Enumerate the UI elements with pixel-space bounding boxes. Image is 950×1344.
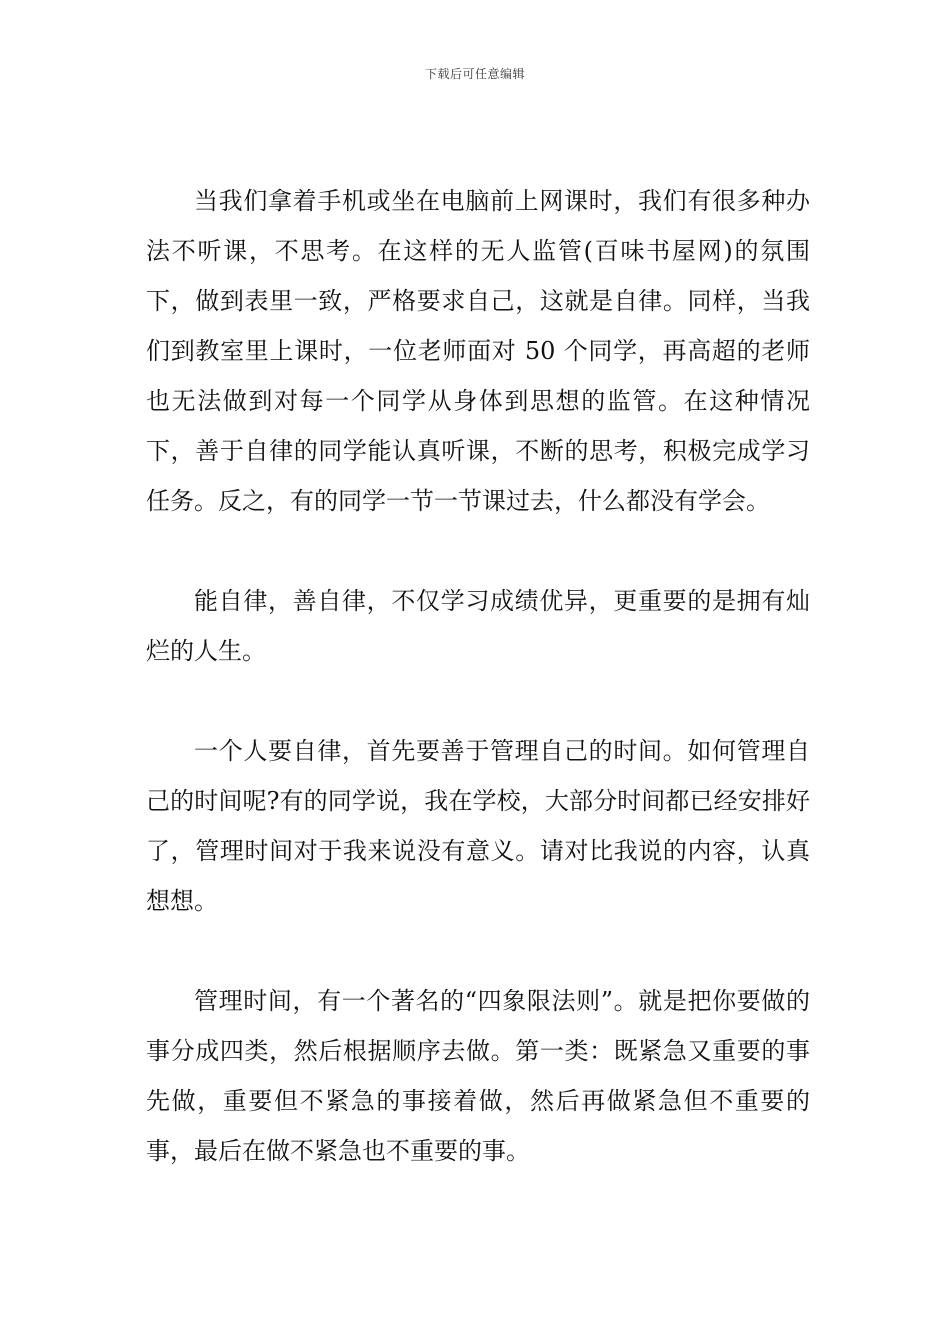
paragraph-spacer [146, 676, 810, 726]
paragraph-time-management-intro: 一个人要自律，首先要善于管理自己的时间。如何管理自己的时间呢?有的同学说，我在学校，大部分时间都已经安排好了，管理时间对于我来说没有意义。请对比我说的内容，认真想想。 [146, 737, 810, 915]
paragraph-spacer [146, 926, 810, 976]
page-header-note: 下载后可任意编辑 [424, 67, 525, 81]
paragraph-benefits-of-self-discipline: 能自律，善自律，不仅学习成绩优异，更重要的是拥有灿烂的人生。 [146, 587, 810, 665]
paragraph-spacer [146, 526, 810, 576]
paragraph-four-quadrant-rule: 管理时间，有一个著名的“四象限法则”。就是把你要做的事分成四类，然后根据顺序去做。第一类：既紧急又重要的事先做，重要但不紧急的事接着做，然后再做紧急但不重要的事，最后在做不紧急也不重要的事。 [146, 987, 810, 1165]
paragraph-self-discipline-online-class: 当我们拿着手机或坐在电脑前上网课时，我们有很多种办法不听课，不思考。在这样的无人监管(百味书屋网)的氛围下，做到表里一致，严格要求自己，这就是自律。同样，当我们到教室里上课时，一位老师面对 50 个同学，再高超的老师也无法做到对每一个同学从身体到思想的监管。在这种情况下，善于自律的同学能认真听课，不断的思考，积极完成学习任务。反之，有的同学一节一节课过去，什么都没有学会。 [146, 187, 810, 515]
document-body [146, 176, 810, 1176]
